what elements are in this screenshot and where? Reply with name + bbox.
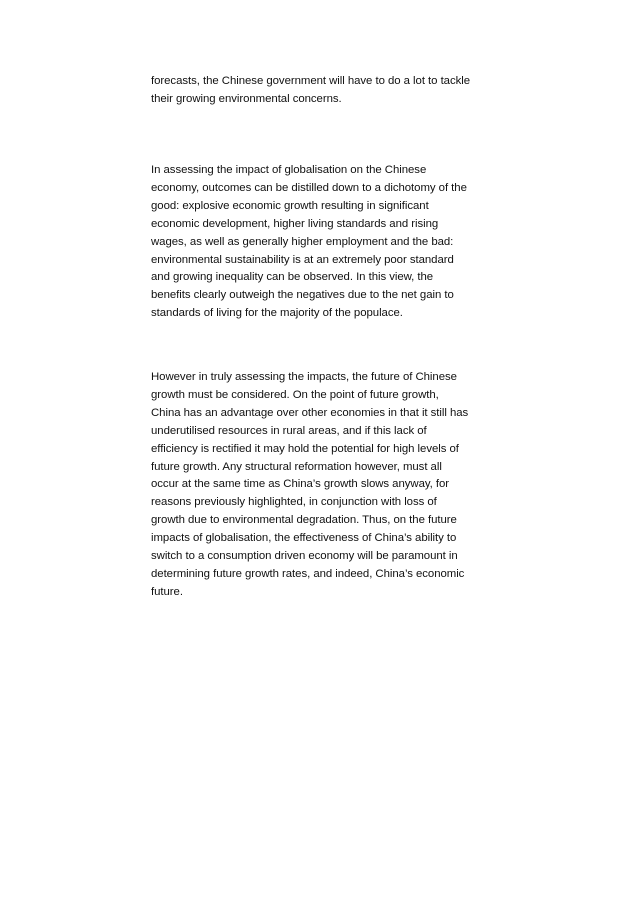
- paragraph-line: growth due to environmental degradation. Thus, on the future: [151, 514, 457, 527]
- paragraph-line: forecasts, the Chinese government will have to do a lot to tackle: [151, 75, 471, 87]
- paragraph-line: environmental sustainability is at an extremely poor standard: [151, 253, 454, 266]
- paragraph-line: growth must be considered. On the point of future growth,: [151, 388, 439, 401]
- paragraph-line: occur at the same time as China’s growth slows anyway, for: [151, 478, 450, 491]
- paragraph-future-growth: [151, 369, 491, 602]
- paragraph-line: impacts of globalisation, the effectiveness of China’s ability to: [151, 532, 457, 545]
- paragraph-line: However in truly assessing the impacts, the future of Chinese: [151, 371, 457, 383]
- paragraph-line: determining future growth rates, and indeed, China’s economic: [151, 567, 465, 580]
- paragraph-line: reasons previously highlighted, in conjunction with loss of: [151, 496, 437, 509]
- paragraph-line: future growth. Any structural reformation however, must all: [151, 460, 442, 473]
- paragraph-line: economy, outcomes can be distilled down to a dichotomy of the: [151, 181, 467, 194]
- paragraph-line: and growing inequality can be observed. In this view, the: [151, 271, 434, 284]
- paragraph-line: In assessing the impact of globalisation on the Chinese: [151, 164, 427, 176]
- paragraph-line: China has an advantage over other economies in that it still has: [151, 406, 469, 419]
- paragraph-line: standards of living for the majority of the populace.: [151, 307, 403, 320]
- paragraph-line: benefits clearly outweigh the negatives due to the net gain to: [151, 289, 454, 302]
- paragraph-line: economic development, higher living standards and rising: [151, 217, 439, 230]
- paragraph-line: underutilised resources in rural areas, and if this lack of: [151, 424, 427, 437]
- paragraph-line: good: explosive economic growth resulting in significant: [151, 199, 429, 212]
- paragraph-line: future.: [151, 585, 183, 598]
- paragraph-line: wages, as well as generally higher employment and the bad:: [151, 235, 454, 248]
- paragraph-environmental-concerns: [151, 73, 491, 109]
- paragraph-line: efficiency is rectified it may hold the potential for high levels of: [151, 442, 459, 455]
- paragraph-impact-assessment: [151, 162, 491, 323]
- paragraph-line: their growing environmental concerns.: [151, 92, 342, 105]
- paragraph-line: switch to a consumption driven economy will be paramount in: [151, 550, 458, 563]
